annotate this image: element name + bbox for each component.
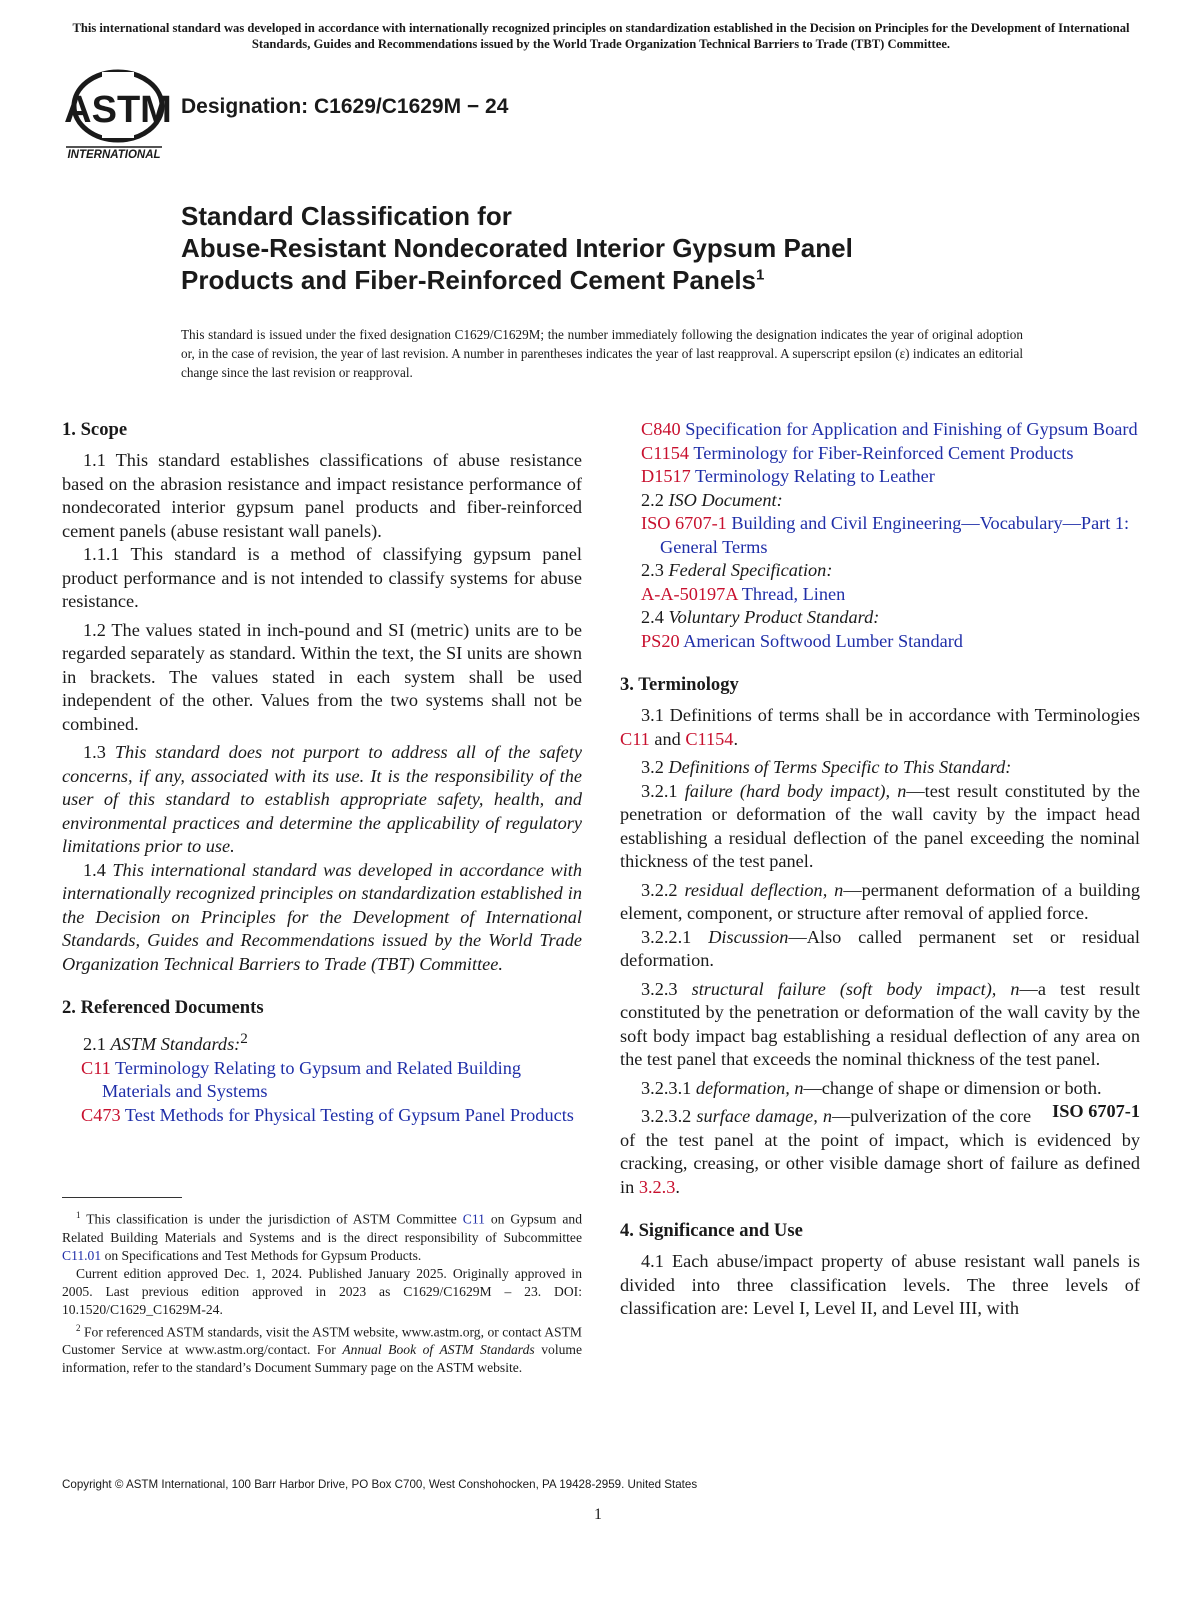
para-3-2-3-2-text: —pulverization of the core of the test panel at the point of impact, which is evidenced by cracking, creasing, or other visible damage short of failure as defined in (620, 1106, 1140, 1197)
footnote-1-text-b: on Gypsum and Related Building Materials and Systems and is the direct responsibility of Subcommittee (62, 1211, 582, 1245)
para-3-1-c1154-link[interactable]: C1154 (685, 728, 734, 749)
footnote-divider (62, 1197, 182, 1198)
title-line-2: Abuse-Resistant Nondecorated Interior Gypsum Panel (181, 233, 853, 263)
para-1-4-number: 1.4 (83, 859, 106, 880)
para-2-4 (620, 606, 1140, 630)
para-3-2-2-term: residual deflection, n (684, 879, 844, 900)
ref-c840-link[interactable]: C840 (641, 419, 681, 439)
para-3-2-3-2-end: . (675, 1176, 680, 1197)
footnote-2 (62, 1319, 582, 1378)
para-1-3-number: 1.3 (83, 742, 106, 762)
para-3-2-2-text: —permanent deformation of a building element, component, or structure after removal of applied force. (620, 879, 1140, 923)
para-3-1-c11-link[interactable]: C11 (620, 728, 650, 749)
footnote-2-text-a: For referenced ASTM standards, visit the ASTM website, www.astm.org, or contact ASTM Customer Service at www.astm.org/contact. For (62, 1324, 583, 1358)
para-2-3-text: Federal Specification: (668, 560, 833, 580)
section-1-heading: 1. Scope (62, 419, 128, 440)
para-3-2-2 (620, 879, 1140, 926)
para-2-1 (62, 1027, 582, 1057)
para-3-2-2-number: 3.2.2 (641, 879, 678, 900)
right-column (620, 418, 1140, 1321)
para-2-4-number: 2.4 (641, 607, 664, 627)
ref-d1517-link[interactable]: D1517 (641, 466, 691, 486)
iso-source-tag: ISO 6707-1 (1052, 1101, 1140, 1121)
ref-ps20-title[interactable]: American Softwood Lumber Standard (683, 630, 963, 651)
footnote-1-edition: Current edition approved Dec. 1, 2024. Published January 2025. Originally approved in 2005. Last previous edition approved in 2023 as C1629/C1629M – 23. DOI: 10.1520/C1629_C1629M-24. (62, 1265, 582, 1317)
footnote-2-mark: 2 (76, 1322, 81, 1333)
logo-subtext: INTERNATIONAL (67, 149, 161, 161)
para-1-3 (62, 741, 582, 859)
para-3-2-3-term: structural failure (soft body impact), n (691, 978, 1020, 999)
para-3-2-3-1-number: 3.2.3.1 (641, 1077, 692, 1098)
footnote-1-mark: 1 (76, 1210, 81, 1220)
para-3-2-3-1-text: —change of shape or dimension or both. (803, 1077, 1102, 1098)
footnote-2-text-b: volume information, refer to the standard’s Document Summary page on the ASTM website. (62, 1342, 582, 1376)
left-column (62, 418, 582, 1127)
para-3-2-text: Definitions of Terms Specific to This Standard: (668, 757, 1012, 777)
para-3-2-2-1-number: 3.2.2.1 (641, 926, 692, 947)
para-1-3-text: This standard does not purport to address all of the safety concerns, if any, associated with its use. It is the responsibility of the user of this standard to establish appropriate safety, health, and environmental practices and determine the applicability of regulatory limitations prior to use. (62, 742, 582, 856)
footnote-1 (62, 1206, 582, 1265)
ref-a-a-50197a-link[interactable]: A-A-50197A (641, 583, 738, 604)
ref-d1517-title[interactable]: Terminology Relating to Leather (695, 466, 935, 486)
para-2-2-text: ISO Document: (668, 489, 783, 510)
ref-c11-link[interactable]: C11 (81, 1057, 111, 1078)
footnote-1-text-a: This classification is under the jurisdiction of ASTM Committee (86, 1211, 457, 1227)
page-number: 1 (594, 1506, 602, 1523)
para-3-2-3-text: —a test result constituted by the penetration or deformation of the wall cavity by the soft body impact bag establishing a residual deflection of any area on the test panel that exceeds the nominal thickness of the test panel. (620, 978, 1140, 1069)
para-1-4 (62, 859, 582, 977)
para-2-2 (620, 489, 1140, 513)
para-3-2-1-number: 3.2.1 (641, 780, 678, 801)
para-2-3 (620, 559, 1140, 583)
para-2-4-text: Voluntary Product Standard: (668, 607, 880, 627)
footnote-c1101-link[interactable]: C11.01 (62, 1247, 102, 1263)
issuance-statement: This standard is issued under the fixed designation C1629/C1629M; the number immediately following the designation indicates the year of original adoption or, in the case of revision, the year of last revision. A number in parentheses indicates the year of last reapproval. A superscript epsilon (ε) indicates an editorial change since the last revision or reapproval. (181, 327, 1023, 380)
para-3-1-and: and (654, 728, 681, 749)
title-footnote-mark: 1 (756, 266, 765, 284)
reference-c840 (620, 418, 1140, 442)
section-3-heading: 3. Terminology (620, 674, 739, 695)
section-2-heading: 2. Referenced Documents (62, 997, 264, 1018)
ref-c1154-title[interactable]: Terminology for Fiber-Reinforced Cement Products (693, 442, 1074, 463)
logo-text: ASTM (64, 89, 172, 131)
copyright: Copyright © ASTM International, 100 Barr Harbor Drive, PO Box C700, West Conshohocken, PA 19428-2959. United States (62, 1478, 698, 1491)
para-1-4-text: This international standard was developed in accordance with internationally recognized principles on standardization established in the Decision on Principles for the Development of International Standards, Guides and Recommendations issued by the World Trade Organization Technical Barriers to Trade (TBT) Committee. (62, 859, 582, 974)
para-3-2-3-1-term: deformation, n (695, 1077, 804, 1098)
reference-iso-6707-1 (620, 512, 1140, 559)
para-2-1-number: 2.1 (83, 1034, 106, 1055)
para-1-1: 1.1 This standard establishes classifications of abuse resistance based on the abrasion resistance and impact resistance performance of nondecorated interior gypsum panel products and fiber-reinforced cement panels (abuse resistant wall panels). (62, 450, 582, 541)
reference-ps20 (620, 630, 1140, 654)
para-3-2-2-1-text: —Also called permanent set or residual deformation. (620, 926, 1140, 970)
footnotes (62, 1206, 582, 1377)
para-3-2-number: 3.2 (641, 757, 664, 777)
para-4-1: 4.1 Each abuse/impact property of abuse resistant wall panels is divided into three classification levels. The three levels of classification are: Level I, Level II, and Level III, with (620, 1251, 1140, 1318)
footnote-2-book: Annual Book of ASTM Standards (342, 1342, 535, 1358)
document-title (181, 200, 853, 296)
ref-a-a-50197a-title[interactable]: Thread, Linen (741, 583, 846, 604)
title-line-1: Standard Classification for (181, 201, 512, 231)
ref-ps20-link[interactable]: PS20 (641, 630, 680, 651)
para-3-2-3-link[interactable]: 3.2.3 (638, 1176, 676, 1197)
ref-c11-title[interactable]: Terminology Relating to Gypsum and Related Building Materials and Systems (102, 1057, 521, 1102)
para-3-2 (620, 756, 1140, 780)
designation: Designation: C1629/C1629M − 24 (181, 95, 509, 118)
para-3-2-1-text: —test result constituted by the penetration or deformation of the wall cavity by the impact head establishing a residual deflection of the panel exceeding the nominal thickness of the test panel. (620, 780, 1140, 871)
para-3-2-3-2-number: 3.2.3.2 (641, 1106, 692, 1126)
wto-notice: This international standard was developed in accordance with internationally recognized principles on standardization established in the Decision on Principles for the Development of International Standards, Guides and Recommendations issued by the World Trade Organization Technical Barriers to Trade (TBT) Committee. (72, 21, 1130, 51)
ref-c473-link[interactable]: C473 (81, 1104, 121, 1125)
astm-logo (62, 66, 174, 166)
para-1-1-1: 1.1.1 This standard is a method of classifying gypsum panel product performance and is not intended to classify systems for abuse resistance. (62, 544, 582, 611)
para-3-2-1 (620, 780, 1140, 874)
ref-c840-title[interactable]: Specification for Application and Finishing of Gypsum Board (685, 419, 1138, 439)
para-3-1-text: 3.1 Definitions of terms shall be in accordance with Terminologies (641, 705, 1140, 725)
reference-c11 (62, 1057, 582, 1104)
para-3-2-3 (620, 978, 1140, 1072)
para-2-2-number: 2.2 (641, 489, 664, 510)
reference-a-a-50197a (620, 583, 1140, 607)
para-3-2-3-number: 3.2.3 (641, 978, 678, 999)
para-2-1-footnote-mark: 2 (240, 1030, 248, 1047)
reference-c473 (62, 1104, 582, 1128)
footnote-c11-link[interactable]: C11 (462, 1211, 485, 1227)
title-line-3: Products and Fiber-Reinforced Cement Panels (181, 265, 757, 295)
para-3-2-3-2-term: surface damage, n (696, 1106, 833, 1126)
ref-c473-title[interactable]: Test Methods for Physical Testing of Gypsum Panel Products (124, 1104, 574, 1125)
reference-c1154 (620, 442, 1140, 466)
para-1-2: 1.2 The values stated in inch-pound and SI (metric) units are to be regarded separately as standard. Within the text, the SI units are shown in brackets. The values stated in each system shall be used independent of the other. Values from the two systems shall not be combined. (62, 619, 582, 734)
para-3-2-1-term: failure (hard body impact), n (684, 780, 907, 801)
footnote-1-text-c: on Specifications and Test Methods for Gypsum Products. (104, 1247, 422, 1263)
para-3-2-2-1 (620, 926, 1140, 973)
ref-iso-6707-1-link[interactable]: ISO 6707-1 (641, 513, 727, 533)
para-3-1-end: . (733, 728, 739, 749)
para-2-3-number: 2.3 (641, 560, 664, 580)
section-4-heading: 4. Significance and Use (620, 1220, 803, 1241)
ref-iso-6707-1-title[interactable]: Building and Civil Engineering—Vocabulary—Part 1: General Terms (660, 513, 1130, 557)
para-3-2-2-1-term: Discussion (708, 926, 789, 947)
para-2-1-text: ASTM Standards: (110, 1034, 241, 1055)
para-3-1 (620, 704, 1140, 751)
reference-d1517 (620, 465, 1140, 489)
ref-c1154-link[interactable]: C1154 (641, 442, 690, 463)
